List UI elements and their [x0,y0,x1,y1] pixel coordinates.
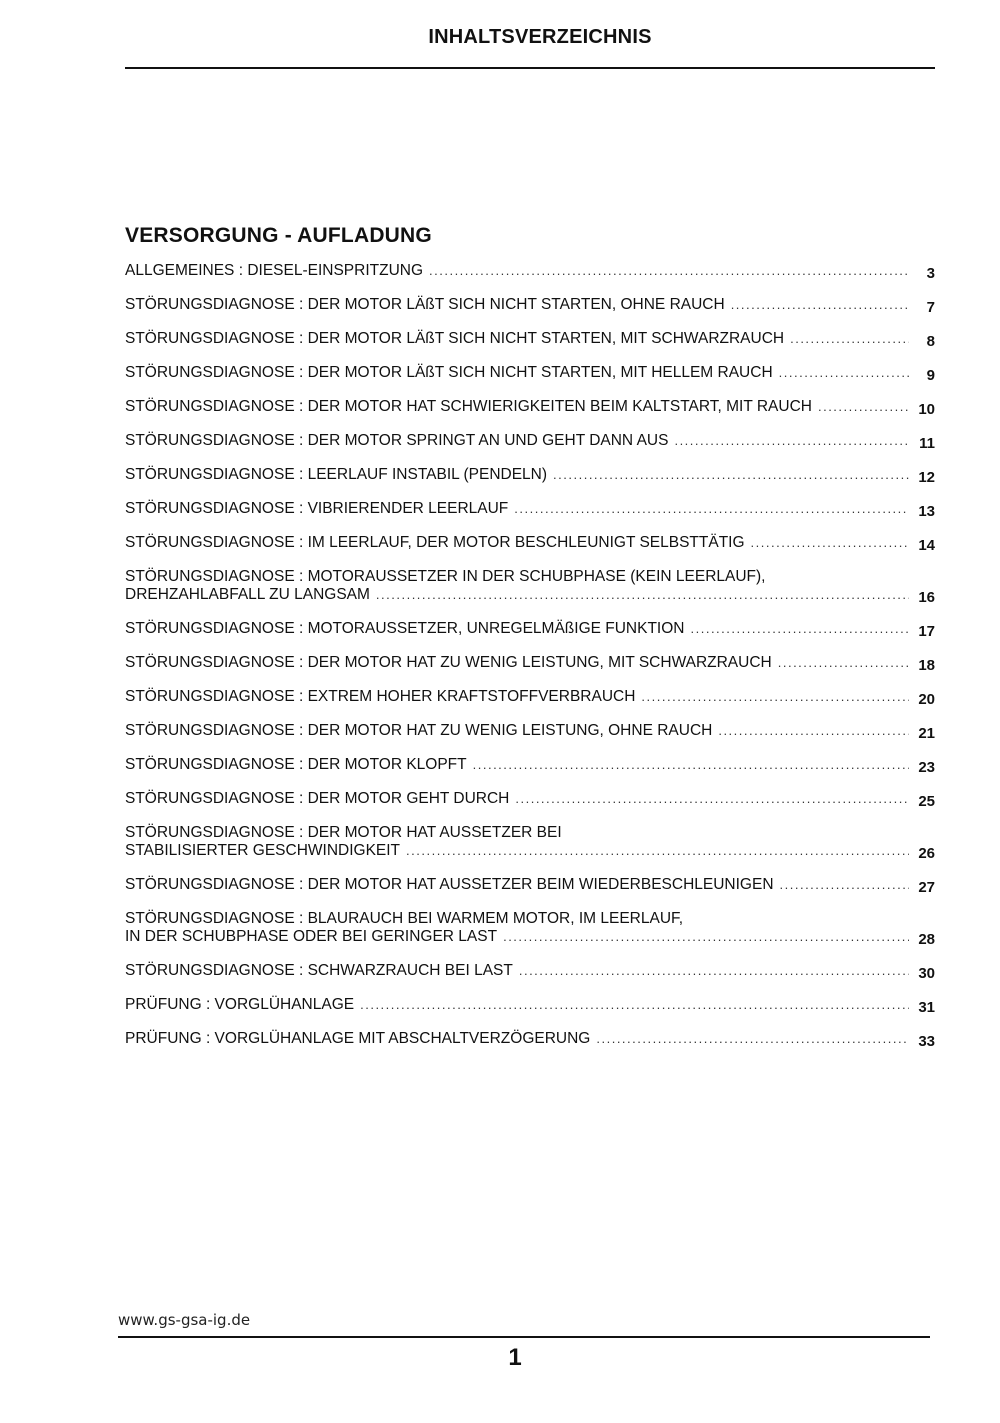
toc-entry [125,756,935,774]
toc-entry-text: STÖRUNGSDIAGNOSE : DER MOTOR LÄßT SICH NICHT STARTEN, MIT SCHWARZRAUCH [125,330,785,347]
footer-rule [118,1336,930,1338]
toc-page-number: 31 [918,999,935,1016]
dot-leader [779,364,909,382]
footer-url: www.gs-gsa-ig.de [118,1311,251,1329]
table-of-contents [125,262,935,1064]
toc-entry-row [125,928,935,946]
toc-page-number: 9 [926,367,935,384]
toc-page-number: 21 [918,725,935,742]
toc-entry-text: STÖRUNGSDIAGNOSE : IM LEERLAUF, DER MOTOR BESCHLEUNIGT SELBSTTÄTIG [125,534,745,551]
toc-entry-row [125,466,935,484]
toc-page-number: 12 [918,469,935,486]
dot-leader [553,466,909,484]
toc-entry-row [125,432,935,450]
toc-page-number: 28 [918,931,935,948]
dot-leader [641,688,909,706]
dot-leader [731,296,909,314]
toc-page-number: 10 [918,401,935,418]
toc-entry [125,824,935,860]
toc-entry-text: STABILISIERTER GESCHWINDIGKEIT [125,842,401,859]
toc-entry [125,654,935,672]
toc-page-number: 33 [918,1033,935,1050]
toc-entry-text: STÖRUNGSDIAGNOSE : BLAURAUCH BEI WARMEM MOTOR, IM LEERLAUF, [125,910,684,927]
toc-entry-text: PRÜFUNG : VORGLÜHANLAGE MIT ABSCHALTVERZÖGERUNG [125,1030,591,1047]
toc-entry-text: STÖRUNGSDIAGNOSE : MOTORAUSSETZER, UNREGELMÄßIGE FUNKTION [125,620,685,637]
header-rule [125,67,935,69]
dot-leader [360,996,909,1014]
toc-entry-row [125,534,935,552]
toc-entry-row [125,688,935,706]
toc-entry [125,330,935,348]
toc-entry-text: ALLGEMEINES : DIESEL-EINSPRITZUNG [125,262,424,279]
toc-entry-text: STÖRUNGSDIAGNOSE : DER MOTOR HAT AUSSETZER BEIM WIEDERBESCHLEUNIGEN [125,876,774,893]
toc-entry-text: IN DER SCHUBPHASE ODER BEI GERINGER LAST [125,928,498,945]
toc-page-number: 30 [918,965,935,982]
toc-entry-row [125,500,935,518]
toc-entry [125,466,935,484]
toc-page-number: 25 [918,793,935,810]
toc-page-number: 23 [918,759,935,776]
dot-leader [718,722,909,740]
toc-page-number: 3 [926,265,935,282]
toc-entry-row [125,654,935,672]
dot-leader [406,842,909,860]
dot-leader [790,330,909,348]
toc-entry-row [125,996,935,1014]
toc-entry-text: STÖRUNGSDIAGNOSE : DER MOTOR HAT SCHWIERIGKEITEN BEIM KALTSTART, MIT RAUCH [125,398,812,415]
dot-leader [376,586,909,604]
toc-entry [125,790,935,808]
dot-leader [778,654,909,672]
page-number: 1 [508,1344,522,1371]
toc-entry [125,296,935,314]
toc-entry [125,262,935,280]
toc-entry-text: STÖRUNGSDIAGNOSE : EXTREM HOHER KRAFTSTOFFVERBRAUCH [125,688,636,705]
toc-entry-row [125,398,935,416]
dot-leader [751,534,909,552]
dot-leader [519,962,909,980]
toc-page-number: 17 [918,623,935,640]
toc-entry-text: DREHZAHLABFALL ZU LANGSAM [125,586,370,603]
toc-page-number: 16 [918,589,935,606]
toc-entry-text: STÖRUNGSDIAGNOSE : DER MOTOR LÄßT SICH NICHT STARTEN, OHNE RAUCH [125,296,725,313]
toc-entry-text: STÖRUNGSDIAGNOSE : DER MOTOR HAT ZU WENIG LEISTUNG, OHNE RAUCH [125,722,713,739]
toc-page-number: 14 [918,537,935,554]
toc-entry [125,962,935,980]
toc-entry-row [125,262,935,280]
dot-leader [514,500,909,518]
toc-entry [125,722,935,740]
toc-entry [125,534,935,552]
toc-entry-row [125,1030,935,1048]
toc-entry-row [125,790,935,808]
toc-entry-row [125,586,935,604]
toc-page-number: 27 [918,879,935,896]
toc-page-number: 11 [919,435,935,452]
dot-leader [429,262,909,280]
toc-entry-text: STÖRUNGSDIAGNOSE : DER MOTOR GEHT DURCH [125,790,510,807]
dot-leader [674,432,909,450]
dot-leader [780,876,909,894]
toc-entry-row [125,962,935,980]
toc-entry-text: STÖRUNGSDIAGNOSE : DER MOTOR HAT ZU WENIG LEISTUNG, MIT SCHWARZRAUCH [125,654,772,671]
toc-entry [125,876,935,894]
toc-entry-text: STÖRUNGSDIAGNOSE : DER MOTOR KLOPFT [125,756,467,773]
toc-entry-text: STÖRUNGSDIAGNOSE : VIBRIERENDER LEERLAUF [125,500,509,517]
dot-leader [818,398,909,416]
toc-entry-row [125,296,935,314]
toc-entry [125,398,935,416]
toc-page-number: 20 [918,691,935,708]
toc-entry-text: STÖRUNGSDIAGNOSE : MOTORAUSSETZER IN DER SCHUBPHASE (KEIN LEERLAUF), [125,568,766,585]
toc-page-number: 18 [918,657,935,674]
toc-entry [125,568,935,604]
toc-entry-row [125,620,935,638]
toc-entry-text: STÖRUNGSDIAGNOSE : DER MOTOR SPRINGT AN UND GEHT DANN AUS [125,432,669,449]
toc-entry [125,1030,935,1048]
toc-page-number: 26 [918,845,935,862]
toc-entry-row [125,876,935,894]
toc-entry [125,500,935,518]
toc-entry [125,432,935,450]
toc-page-number: 7 [926,299,935,316]
toc-entry-row [125,364,935,382]
dot-leader [473,756,909,774]
toc-entry [125,688,935,706]
page-header-title: INHALTSVERZEICHNIS [428,26,652,48]
toc-entry [125,996,935,1014]
dot-leader [515,790,909,808]
toc-entry-text: STÖRUNGSDIAGNOSE : DER MOTOR LÄßT SICH NICHT STARTEN, MIT HELLEM RAUCH [125,364,773,381]
toc-entry-row [125,330,935,348]
toc-entry-text: STÖRUNGSDIAGNOSE : LEERLAUF INSTABIL (PENDELN) [125,466,548,483]
section-title: VERSORGUNG - AUFLADUNG [125,224,432,247]
dot-leader [596,1030,909,1048]
toc-entry [125,364,935,382]
toc-entry-row [125,722,935,740]
toc-entry-text: STÖRUNGSDIAGNOSE : DER MOTOR HAT AUSSETZER BEI [125,824,562,841]
dot-leader [503,928,909,946]
toc-entry-text: PRÜFUNG : VORGLÜHANLAGE [125,996,355,1013]
dot-leader [691,620,910,638]
toc-page-number: 13 [918,503,935,520]
toc-entry-row [125,842,935,860]
toc-entry-text: STÖRUNGSDIAGNOSE : SCHWARZRAUCH BEI LAST [125,962,513,979]
toc-entry [125,910,935,946]
toc-page-number: 8 [926,333,935,350]
toc-entry-row [125,756,935,774]
toc-entry [125,620,935,638]
